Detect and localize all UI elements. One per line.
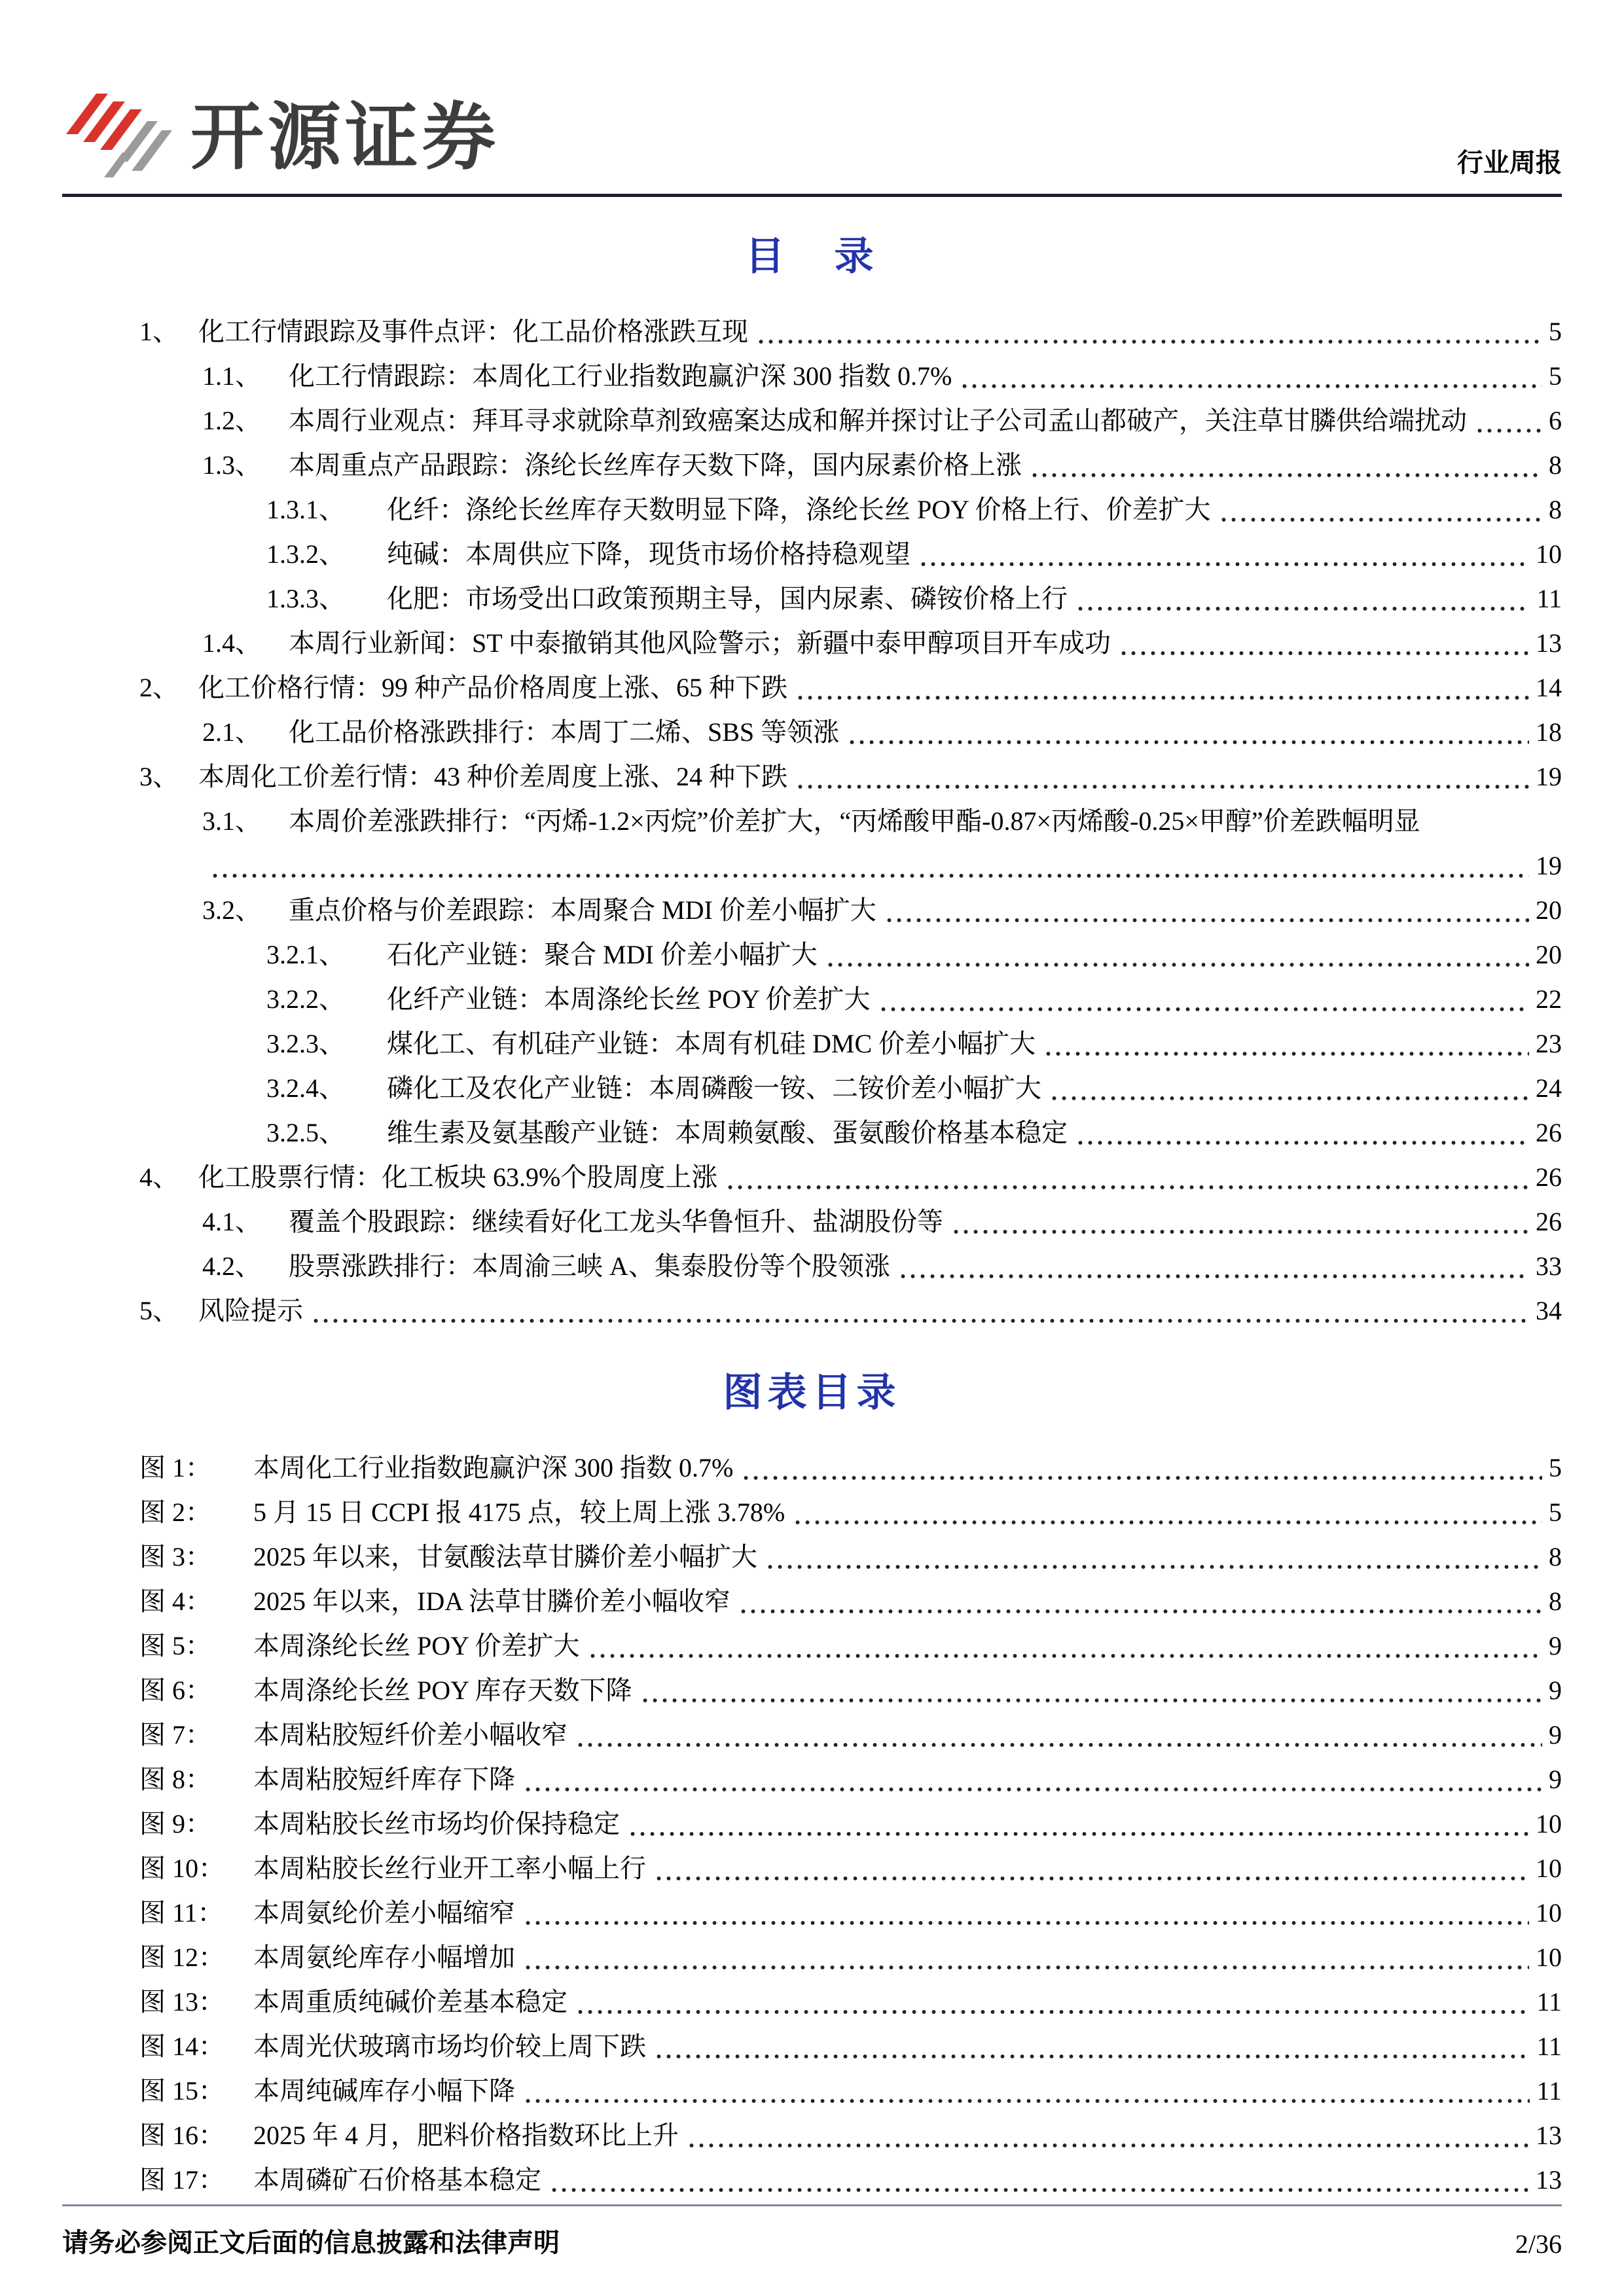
toc-entry-text: 化工股票行情：化工板块 63.9%个股周度上涨 bbox=[198, 1162, 718, 1192]
toc-entry-number: 4.2、 bbox=[202, 1251, 261, 1281]
dotted-leader bbox=[1119, 621, 1529, 666]
dotted-leader bbox=[523, 1757, 1542, 1802]
figure-entry-page: 5 bbox=[1549, 1498, 1562, 1527]
figure-entry-page: 11 bbox=[1536, 2076, 1562, 2106]
toc-entry-text: 化工行情跟踪及事件点评：化工品价格涨跌互现 bbox=[198, 317, 748, 346]
toc-entry-page: 20 bbox=[1536, 940, 1562, 969]
figure-entry[interactable] bbox=[62, 2158, 1562, 2202]
toc-entry-number: 2.1、 bbox=[202, 717, 261, 747]
figure-entry-page: 9 bbox=[1549, 1676, 1562, 1705]
figure-entry-number: 图 1： bbox=[139, 1453, 211, 1482]
brand-logo-icon bbox=[62, 91, 173, 183]
toc-entry-number: 3.2.3、 bbox=[266, 1029, 345, 1058]
figure-entry[interactable] bbox=[62, 2113, 1562, 2158]
toc-entry-page: 13 bbox=[1536, 628, 1562, 658]
dotted-leader bbox=[795, 755, 1529, 799]
toc-entry-number: 1、 bbox=[139, 317, 179, 346]
report-type-label: 行业周报 bbox=[1457, 148, 1562, 177]
figure-entry[interactable] bbox=[62, 1490, 1562, 1535]
toc-entry[interactable] bbox=[62, 1244, 1562, 1289]
toc-entry-text: 本周化工价差行情：43 种价差周度上涨、24 种下跌 bbox=[198, 762, 787, 791]
toc-entry-page: 5 bbox=[1549, 317, 1562, 346]
figure-entry-page: 10 bbox=[1536, 1809, 1562, 1839]
brand-logo bbox=[62, 91, 499, 183]
figure-entry-number: 图 11： bbox=[139, 1898, 224, 1928]
figure-entry[interactable] bbox=[62, 1891, 1562, 1935]
figure-entry-page: 9 bbox=[1549, 1720, 1562, 1749]
toc-entry-page: 8 bbox=[1549, 450, 1562, 480]
dotted-leader bbox=[575, 1713, 1542, 1757]
toc-entry-text: 石化产业链：聚合 MDI 价差小幅扩大 bbox=[387, 940, 818, 969]
toc-entry[interactable] bbox=[62, 1155, 1562, 1200]
dotted-leader bbox=[725, 1155, 1529, 1200]
figure-entry-text: 本周涤纶长丝 POY 库存天数下降 bbox=[253, 1676, 632, 1705]
dotted-leader bbox=[825, 933, 1529, 977]
figure-entry-text: 本周化工行业指数跑赢沪深 300 指数 0.7% bbox=[253, 1453, 734, 1482]
toc-entry-number: 1.3.2、 bbox=[266, 539, 345, 569]
toc-entry[interactable] bbox=[62, 621, 1562, 666]
figure-entry-text: 本周重质纯碱价差基本稳定 bbox=[253, 1987, 568, 2017]
dotted-leader bbox=[1043, 1022, 1529, 1066]
figure-entry-text: 2025 年以来，IDA 法草甘膦价差小幅收窄 bbox=[253, 1587, 731, 1616]
toc-entry-number: 3.2.1、 bbox=[266, 940, 345, 969]
figure-entry-page: 11 bbox=[1536, 2032, 1562, 2061]
toc-entry-page: 23 bbox=[1536, 1029, 1562, 1058]
dotted-leader bbox=[738, 1579, 1542, 1624]
toc-entry[interactable] bbox=[62, 354, 1562, 399]
toc-entry-text: 化纤：涤纶长丝库存天数明显下降，涤纶长丝 POY 价格上行、价差扩大 bbox=[387, 495, 1211, 524]
figure-entry-number: 图 12： bbox=[139, 1943, 225, 1972]
figure-entry-text: 本周粘胶短纤库存下降 bbox=[253, 1765, 515, 1794]
toc-entry-number: 3、 bbox=[139, 762, 179, 791]
dotted-leader bbox=[523, 2069, 1530, 2113]
toc-entry-page: 24 bbox=[1536, 1073, 1562, 1103]
dotted-leader bbox=[765, 1535, 1542, 1579]
toc-entry-text: 纯碱：本周供应下降，现货市场价格持稳观望 bbox=[387, 539, 911, 569]
toc-entry[interactable] bbox=[62, 888, 1562, 933]
dotted-leader bbox=[1219, 488, 1542, 532]
dotted-leader bbox=[847, 710, 1529, 755]
toc-entry-page: 14 bbox=[1536, 673, 1562, 702]
toc-entry-page: 22 bbox=[1536, 984, 1562, 1014]
figure-entry-number: 图 14： bbox=[139, 2032, 225, 2061]
figure-entry[interactable] bbox=[62, 2069, 1562, 2113]
dotted-leader bbox=[1475, 399, 1542, 443]
dotted-leader bbox=[1049, 1066, 1529, 1111]
figure-entry-text: 2025 年 4 月，肥料价格指数环比上升 bbox=[253, 2121, 679, 2150]
figure-entry-text: 本周氨纶价差小幅缩窄 bbox=[253, 1898, 515, 1928]
figure-entry-text: 本周磷矿石价格基本稳定 bbox=[253, 2165, 541, 2195]
figure-entry-page: 8 bbox=[1549, 1542, 1562, 1571]
figure-entry-number: 图 2： bbox=[139, 1498, 211, 1527]
brand-name: 开源证券 bbox=[190, 96, 499, 178]
figure-entry-text: 5 月 15 日 CCPI 报 4175 点，较上周上涨 3.78% bbox=[253, 1498, 785, 1527]
dotted-leader bbox=[575, 1980, 1530, 2024]
toc-entry[interactable] bbox=[62, 1289, 1562, 1333]
figure-entry-text: 本周粘胶长丝市场均价保持稳定 bbox=[253, 1809, 620, 1839]
dotted-leader bbox=[640, 1668, 1542, 1713]
dotted-leader bbox=[1030, 443, 1542, 488]
toc-entry-page: 34 bbox=[1536, 1296, 1562, 1325]
toc-entry-page: 11 bbox=[1536, 584, 1562, 613]
dotted-leader bbox=[898, 1244, 1529, 1289]
toc-entry-number: 1.2、 bbox=[202, 406, 261, 435]
dotted-leader bbox=[741, 1446, 1542, 1490]
toc-entry-number: 5、 bbox=[139, 1296, 179, 1325]
page-number: 2/36 bbox=[1515, 2229, 1562, 2259]
toc-entry-number: 1.4、 bbox=[202, 628, 261, 658]
dotted-leader bbox=[878, 977, 1529, 1022]
toc-entry-text: 煤化工、有机硅产业链：本周有机硅 DMC 价差小幅扩大 bbox=[387, 1029, 1036, 1058]
figure-entry-page: 9 bbox=[1549, 1765, 1562, 1794]
figure-entry[interactable] bbox=[62, 1579, 1562, 1624]
toc-entry[interactable] bbox=[62, 1200, 1562, 1244]
toc-entry[interactable] bbox=[62, 933, 1562, 977]
toc-entry-text: 风险提示 bbox=[198, 1296, 303, 1325]
toc-entry-number: 1.3.3、 bbox=[266, 584, 345, 613]
toc-entry-page: 10 bbox=[1536, 539, 1562, 569]
toc-entry[interactable] bbox=[62, 1111, 1562, 1155]
dotted-leader bbox=[588, 1624, 1542, 1668]
figure-entry-text: 本周氨纶库存小幅增加 bbox=[253, 1943, 515, 1972]
toc-entry-text: 股票涨跌排行：本周渝三峡 A、集泰股份等个股领涨 bbox=[289, 1251, 890, 1281]
dotted-leader bbox=[311, 1289, 1529, 1333]
dotted-leader bbox=[795, 666, 1529, 710]
figure-entry-text: 本周光伏玻璃市场均价较上周下跌 bbox=[253, 2032, 646, 2061]
dotted-leader bbox=[654, 2024, 1530, 2069]
figure-entry[interactable] bbox=[62, 1535, 1562, 1579]
figure-entry[interactable] bbox=[62, 2024, 1562, 2069]
figure-entry-number: 图 4： bbox=[139, 1587, 211, 1616]
toc-entry-page: 26 bbox=[1536, 1162, 1562, 1192]
dotted-leader bbox=[1075, 1111, 1529, 1155]
toc-entry-text: 化工价格行情：99 种产品价格周度上涨、65 种下跌 bbox=[198, 673, 787, 702]
figure-list bbox=[62, 1446, 1562, 2202]
toc-entry-page: 5 bbox=[1549, 361, 1562, 391]
toc-entry-number: 3.2.2、 bbox=[266, 984, 345, 1014]
toc-entry-number: 3.2、 bbox=[202, 895, 261, 925]
toc-entry[interactable] bbox=[62, 755, 1562, 799]
toc-entry-page: 33 bbox=[1536, 1251, 1562, 1281]
toc-entry[interactable] bbox=[62, 532, 1562, 577]
figure-entry[interactable] bbox=[62, 1802, 1562, 1846]
figure-entry[interactable] bbox=[62, 1757, 1562, 1802]
figure-entry-number: 图 3： bbox=[139, 1542, 211, 1571]
dotted-leader bbox=[884, 888, 1529, 933]
page-footer bbox=[62, 2204, 1562, 2259]
figure-entry-number: 图 16： bbox=[139, 2121, 225, 2150]
toc-entry-text: 磷化工及农化产业链：本周磷酸一铵、二铵价差小幅扩大 bbox=[387, 1073, 1041, 1103]
toc-entry[interactable] bbox=[62, 1022, 1562, 1066]
figure-entry-text: 2025 年以来，甘氨酸法草甘膦价差小幅扩大 bbox=[253, 1542, 757, 1571]
figure-entry-page: 13 bbox=[1536, 2121, 1562, 2150]
toc-entry-text: 重点价格与价差跟踪：本周聚合 MDI 价差小幅扩大 bbox=[289, 895, 876, 925]
toc-entry-text: 化肥：市场受出口政策预期主导，国内尿素、磷铵价格上行 bbox=[387, 584, 1068, 613]
toc-entry-number: 1.1、 bbox=[202, 361, 261, 391]
dotted-leader bbox=[918, 532, 1529, 577]
toc-entry-page: 8 bbox=[1549, 495, 1562, 524]
toc-entry[interactable] bbox=[62, 710, 1562, 755]
figure-entry-number: 图 13： bbox=[139, 1987, 225, 2017]
figure-entry-number: 图 6： bbox=[139, 1676, 211, 1705]
figure-entry-page: 8 bbox=[1549, 1587, 1562, 1616]
figure-entry-text: 本周粘胶短纤价差小幅收窄 bbox=[253, 1720, 568, 1749]
toc-entry-text: 维生素及氨基酸产业链：本周赖氨酸、蛋氨酸价格基本稳定 bbox=[387, 1118, 1068, 1147]
toc-entry-number: 4、 bbox=[139, 1162, 179, 1192]
figure-toc-title: 图表目录 bbox=[723, 1371, 901, 1414]
toc-entry-text: 本周行业新闻：ST 中泰撤销其他风险警示；新疆中泰甲醇项目开车成功 bbox=[289, 628, 1111, 658]
toc-entry-page: 19 bbox=[1536, 851, 1562, 880]
toc-entry-page: 20 bbox=[1536, 895, 1562, 925]
footer-disclaimer: 请务必参阅正文后面的信息披露和法律声明 bbox=[62, 2228, 560, 2257]
toc-entry[interactable] bbox=[62, 488, 1562, 532]
figure-entry[interactable] bbox=[62, 1980, 1562, 2024]
figure-entry-page: 13 bbox=[1536, 2165, 1562, 2195]
figure-entry-page: 5 bbox=[1549, 1453, 1562, 1482]
figure-entry-text: 本周纯碱库存小幅下降 bbox=[253, 2076, 515, 2106]
figure-entry-page: 10 bbox=[1536, 1854, 1562, 1883]
dotted-leader bbox=[951, 1200, 1529, 1244]
toc-entry-text: 本周价差涨跌排行：“丙烯-1.2×丙烷”价差扩大，“丙烯酸甲酯-0.87×丙烯酸-0.25×甲醇”价差跌幅明显 bbox=[289, 806, 1420, 836]
figure-entry[interactable] bbox=[62, 1668, 1562, 1713]
figure-entry-number: 图 8： bbox=[139, 1765, 211, 1794]
dotted-leader bbox=[523, 1935, 1529, 1980]
toc-entry-number: 1.3.1、 bbox=[266, 495, 345, 524]
toc-entry-text: 化工品价格涨跌排行：本周丁二烯、SBS 等领涨 bbox=[289, 717, 840, 747]
figure-entry-number: 图 7： bbox=[139, 1720, 211, 1749]
toc-entry-number: 1.3、 bbox=[202, 450, 261, 480]
toc-entry[interactable] bbox=[62, 666, 1562, 710]
dotted-leader bbox=[654, 1846, 1529, 1891]
toc-entry[interactable] bbox=[62, 443, 1562, 488]
dotted-leader bbox=[549, 2158, 1529, 2202]
figure-entry[interactable] bbox=[62, 1935, 1562, 1980]
toc-entry-number: 2、 bbox=[139, 673, 179, 702]
dotted-leader bbox=[210, 844, 1529, 888]
figure-entry-page: 10 bbox=[1536, 1943, 1562, 1972]
toc-entry-continuation[interactable] bbox=[62, 844, 1562, 888]
figure-entry[interactable] bbox=[62, 1846, 1562, 1891]
toc-entry-text: 本周行业观点：拜耳寻求就除草剂致癌案达成和解并探讨让子公司孟山都破产，关注草甘膦供给端扰动 bbox=[289, 406, 1467, 435]
toc-entry-text: 化纤产业链：本周涤纶长丝 POY 价差扩大 bbox=[387, 984, 871, 1014]
figure-entry-number: 图 10： bbox=[139, 1854, 225, 1883]
figure-entry-text: 本周粘胶长丝行业开工率小幅上行 bbox=[253, 1854, 646, 1883]
toc-title: 目 录 bbox=[745, 235, 879, 278]
figure-entry-number: 图 17： bbox=[139, 2165, 225, 2195]
figure-entry-text: 本周涤纶长丝 POY 价差扩大 bbox=[253, 1631, 580, 1660]
toc-entry-page: 26 bbox=[1536, 1207, 1562, 1236]
toc-entry[interactable] bbox=[62, 310, 1562, 354]
toc-entry[interactable] bbox=[62, 1066, 1562, 1111]
toc-entry[interactable] bbox=[62, 399, 1562, 443]
toc-list bbox=[62, 310, 1562, 1333]
dotted-leader bbox=[793, 1490, 1542, 1535]
toc-entry[interactable] bbox=[62, 799, 1562, 844]
toc-entry-page: 19 bbox=[1536, 762, 1562, 791]
toc-entry[interactable] bbox=[62, 577, 1562, 621]
dotted-leader bbox=[756, 310, 1542, 354]
toc-entry-number: 3.2.4、 bbox=[266, 1073, 345, 1103]
figure-entry-page: 11 bbox=[1536, 1987, 1562, 2017]
dotted-leader bbox=[960, 354, 1542, 399]
toc-entry-number: 3.1、 bbox=[202, 806, 261, 836]
dotted-leader bbox=[523, 1891, 1529, 1935]
toc-entry-page: 26 bbox=[1536, 1118, 1562, 1147]
dotted-leader bbox=[687, 2113, 1529, 2158]
figure-entry-number: 图 15： bbox=[139, 2076, 225, 2106]
figure-entry-number: 图 9： bbox=[139, 1809, 211, 1839]
toc-entry-number: 4.1、 bbox=[202, 1207, 261, 1236]
toc-entry-text: 覆盖个股跟踪：继续看好化工龙头华鲁恒升、盐湖股份等 bbox=[289, 1207, 943, 1236]
figure-entry-number: 图 5： bbox=[139, 1631, 211, 1660]
figure-entry-page: 9 bbox=[1549, 1631, 1562, 1660]
toc-entry[interactable] bbox=[62, 977, 1562, 1022]
toc-entry-text: 本周重点产品跟踪：涤纶长丝库存天数下降，国内尿素价格上涨 bbox=[289, 450, 1022, 480]
figure-entry[interactable] bbox=[62, 1713, 1562, 1757]
toc-entry-number: 3.2.5、 bbox=[266, 1118, 345, 1147]
figure-entry[interactable] bbox=[62, 1446, 1562, 1490]
toc-entry-page: 18 bbox=[1536, 717, 1562, 747]
toc-entry-text: 化工行情跟踪：本周化工行业指数跑赢沪深 300 指数 0.7% bbox=[289, 361, 952, 391]
page-header bbox=[62, 52, 1562, 197]
figure-entry[interactable] bbox=[62, 1624, 1562, 1668]
figure-entry-page: 10 bbox=[1536, 1898, 1562, 1928]
toc-entry-page: 6 bbox=[1549, 406, 1562, 435]
dotted-leader bbox=[628, 1802, 1529, 1846]
dotted-leader bbox=[1075, 577, 1530, 621]
